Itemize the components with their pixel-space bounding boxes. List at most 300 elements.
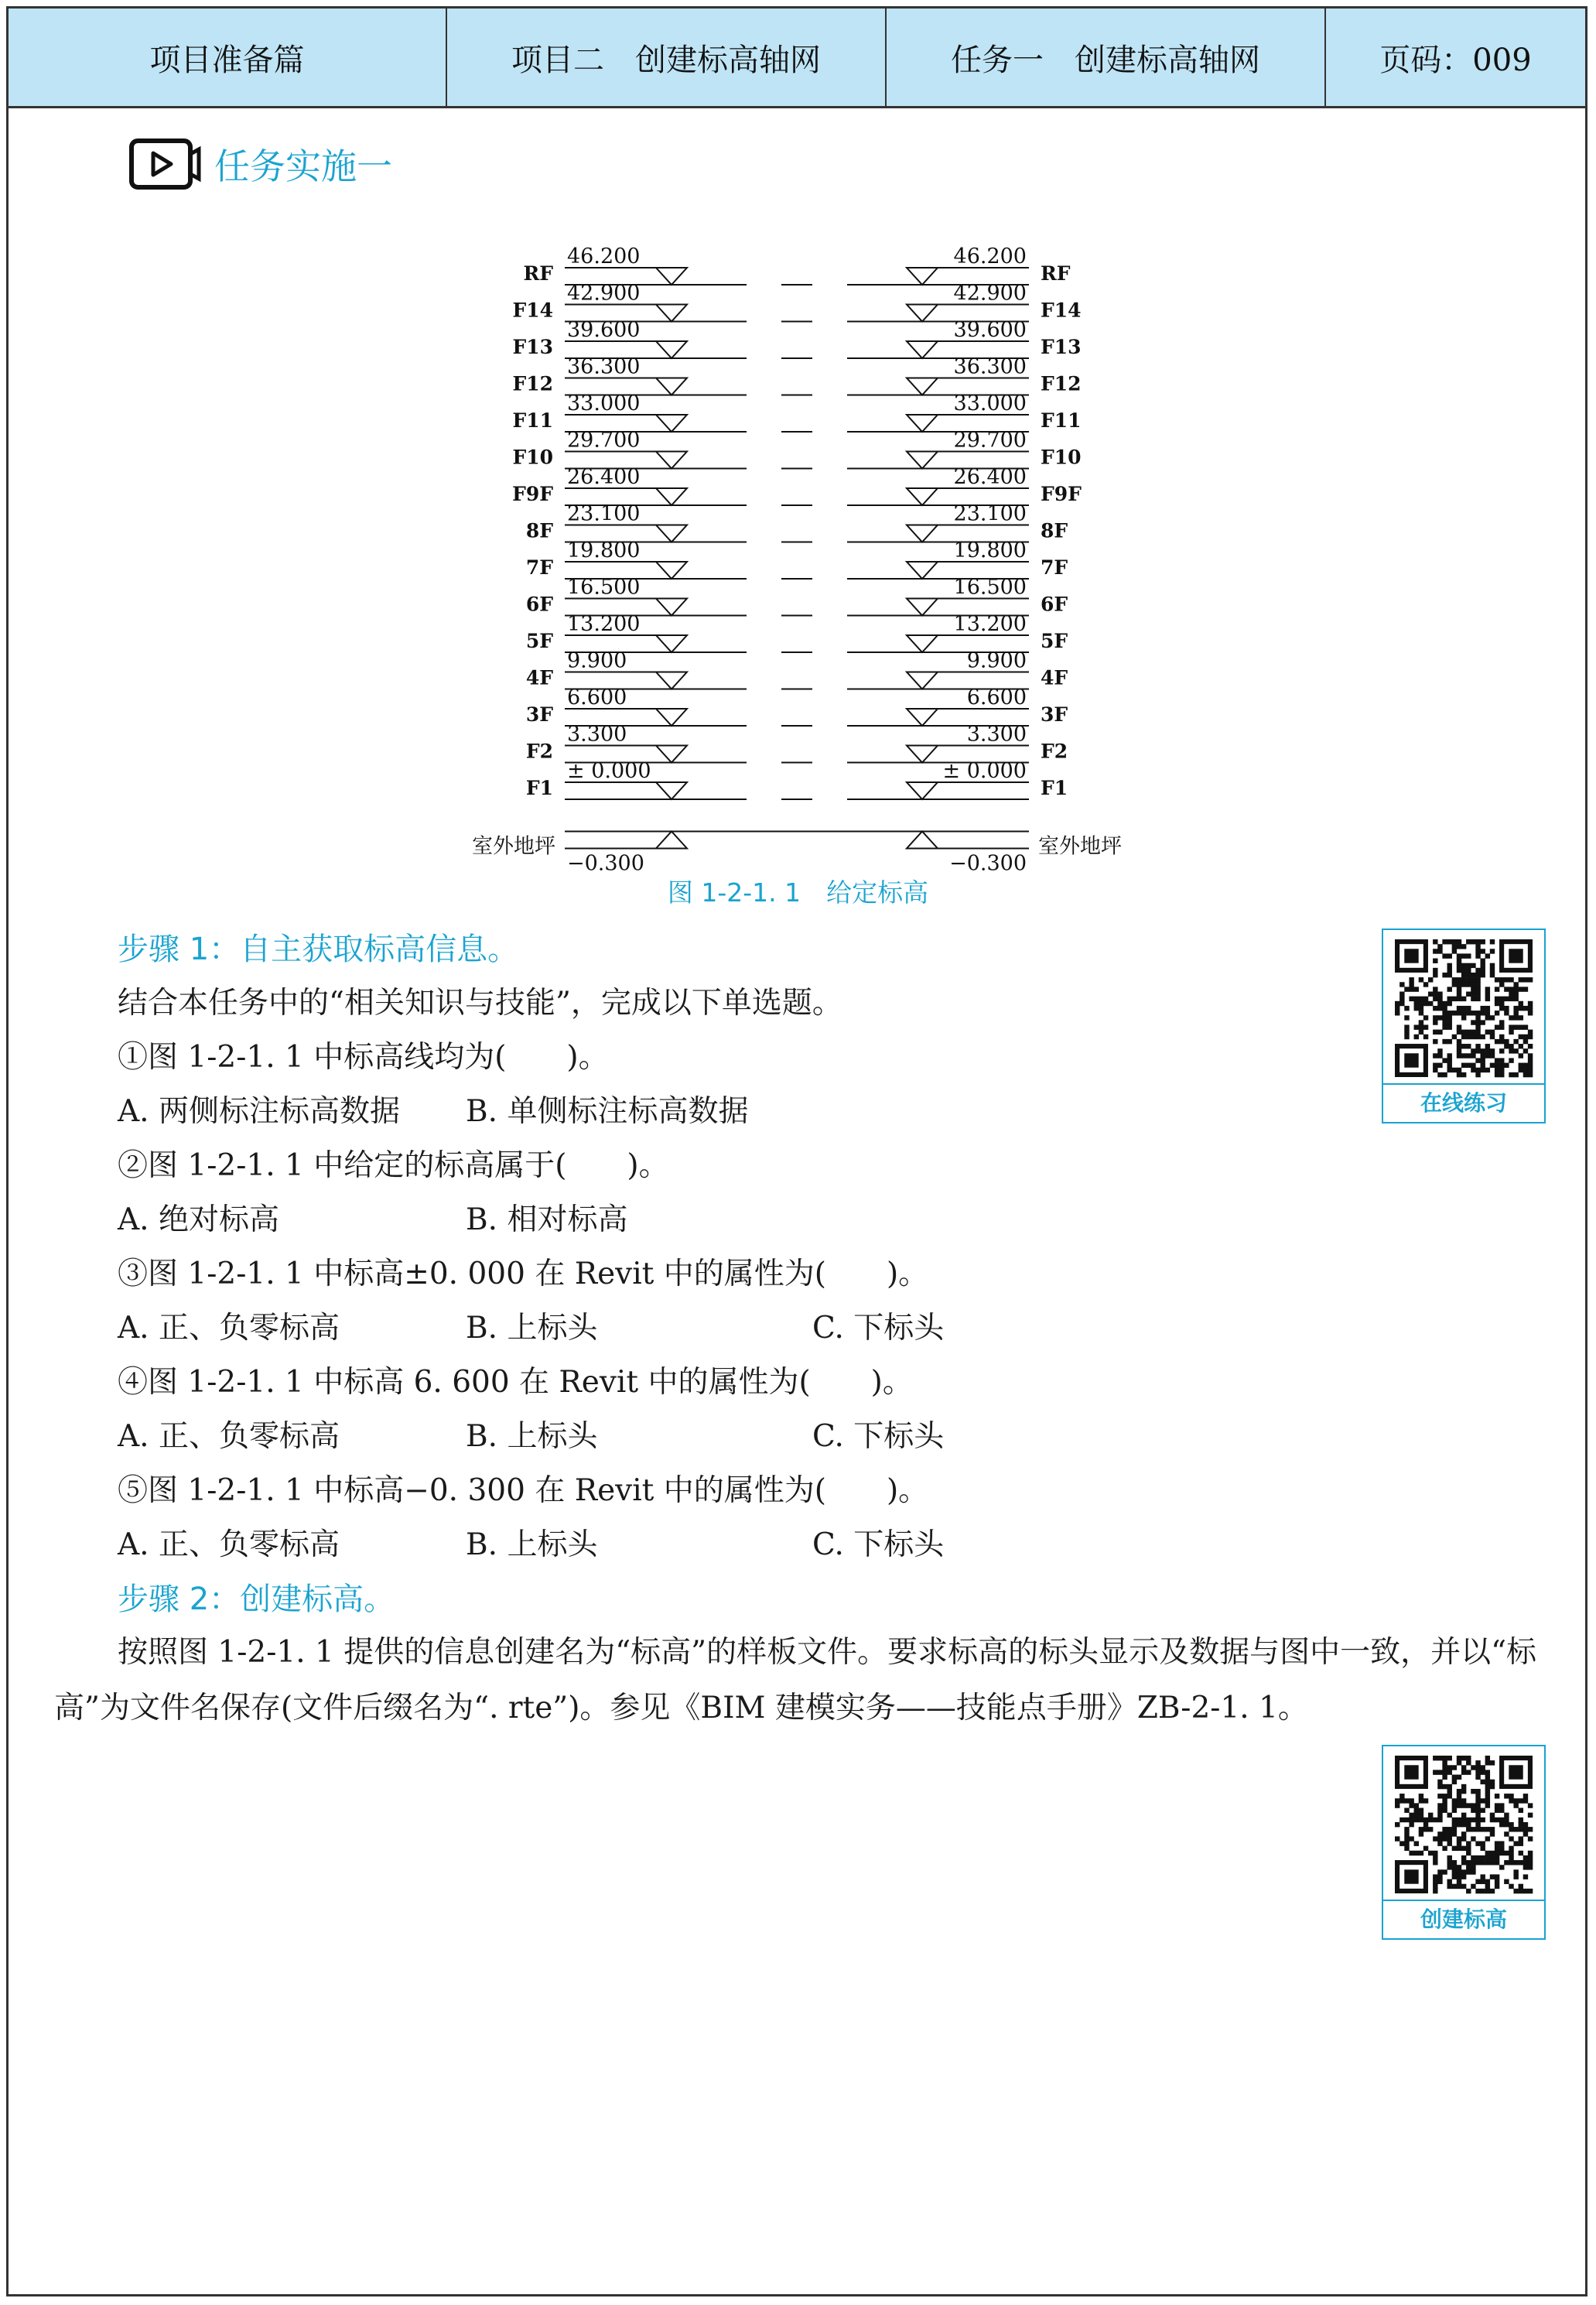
- qr-module: [1480, 1841, 1485, 1845]
- qr-practice-card[interactable]: [1382, 928, 1546, 1123]
- level-head-right: [907, 452, 938, 469]
- qr-create-level-card[interactable]: [1382, 1745, 1546, 1940]
- qr-module: [1528, 1053, 1533, 1058]
- qr-module: [1457, 1884, 1461, 1889]
- qr-module: [1452, 944, 1457, 949]
- qr-module: [1509, 1884, 1513, 1889]
- qr-module: [1475, 987, 1480, 991]
- qr-module: [1442, 1808, 1447, 1813]
- qr-module: [1404, 1836, 1409, 1841]
- qr-module: [1452, 1808, 1457, 1813]
- level-name-left: F1: [525, 777, 553, 799]
- level-head-right: [907, 525, 938, 542]
- qr-module: [1437, 1836, 1442, 1841]
- qr-module: [1490, 1889, 1495, 1893]
- ground-elevation-left: −0.300: [567, 851, 644, 876]
- qr-module: [1519, 1860, 1523, 1865]
- qr-module: [1528, 1006, 1533, 1011]
- qr-module: [1523, 977, 1528, 982]
- qr-module: [1442, 1836, 1447, 1841]
- qr-module: [1466, 1030, 1471, 1035]
- qr-module: [1452, 1818, 1457, 1822]
- qr-module: [1528, 1044, 1533, 1048]
- qr-module: [1495, 1794, 1499, 1798]
- qr-module: [1447, 1053, 1452, 1058]
- qr-module: [1480, 1011, 1485, 1015]
- qr-module: [1513, 1048, 1518, 1053]
- qr-module: [1523, 1831, 1528, 1836]
- level-head-right: [907, 268, 938, 285]
- qr-module: [1519, 977, 1523, 982]
- qr-module: [1414, 1006, 1419, 1011]
- qr-module: [1523, 1827, 1528, 1831]
- qr-module: [1395, 1798, 1399, 1803]
- qr-module: [1509, 1794, 1513, 1798]
- qr-module: [1447, 1756, 1452, 1760]
- elevation-label-right: 42.900: [953, 281, 1027, 306]
- qr-module: [1461, 1006, 1466, 1011]
- qr-module: [1499, 1818, 1504, 1822]
- qr-module: [1419, 997, 1423, 1001]
- qr-module: [1528, 977, 1533, 982]
- qr-module: [1442, 1794, 1447, 1798]
- qr-module: [1404, 1035, 1409, 1039]
- qr-module: [1495, 1068, 1499, 1072]
- level-name-right: F13: [1041, 336, 1082, 358]
- level-name-left: F9F: [512, 483, 553, 505]
- qr-module: [1437, 1756, 1442, 1760]
- qr-module: [1457, 1798, 1461, 1803]
- level-name-right: 8F: [1041, 519, 1068, 542]
- qr-module: [1519, 1001, 1523, 1006]
- qr-module: [1447, 1784, 1452, 1789]
- qr-module: [1452, 1011, 1457, 1015]
- qr-module: [1457, 1039, 1461, 1044]
- level-name-right: F12: [1041, 372, 1082, 395]
- qr-module: [1437, 1794, 1442, 1798]
- qr-module: [1485, 992, 1490, 997]
- qr-module: [1419, 1001, 1423, 1006]
- qr-module: [1457, 1006, 1461, 1011]
- qr-module: [1475, 982, 1480, 987]
- qr-module: [1513, 992, 1518, 997]
- qr-module: [1442, 939, 1447, 944]
- step2-title: 步骤 2：创建标高。: [118, 1582, 395, 1617]
- qr-module: [1475, 992, 1480, 997]
- qr-module: [1437, 1813, 1442, 1818]
- qr-module: [1457, 944, 1461, 949]
- level-head-right: [907, 635, 938, 652]
- question-2: ②图 1-2-1. 1 中给定的标高属于( )。: [118, 1148, 669, 1183]
- qr-module: [1414, 1851, 1419, 1855]
- level-head-right: [907, 599, 938, 616]
- ground-elevation-right: −0.300: [949, 851, 1027, 876]
- qr-module: [1513, 1039, 1518, 1044]
- q2-option-a[interactable]: A. 绝对标高: [118, 1202, 279, 1237]
- elevation-label-left: 9.900: [567, 648, 627, 673]
- qr-module: [1466, 963, 1471, 968]
- qr-module: [1461, 1789, 1466, 1794]
- qr-module: [1437, 1063, 1442, 1068]
- qr-module: [1523, 1865, 1528, 1869]
- qr-module: [1433, 1889, 1437, 1893]
- qr-module: [1447, 1015, 1452, 1020]
- qr-module: [1433, 1860, 1437, 1865]
- qr-module: [1466, 1865, 1471, 1869]
- qr-module: [1437, 1030, 1442, 1035]
- qr-module: [1414, 1841, 1419, 1845]
- qr-module: [1461, 1035, 1466, 1039]
- qr-module: [1433, 1884, 1437, 1889]
- qr-module: [1452, 982, 1457, 987]
- level-name-right: 5F: [1041, 630, 1068, 652]
- qr-module: [1475, 1048, 1480, 1053]
- qr-module: [1423, 997, 1428, 1001]
- qr-module: [1433, 992, 1437, 997]
- video-icon: [128, 137, 202, 191]
- qr-module: [1523, 1855, 1528, 1860]
- q2-option-b[interactable]: B. 相对标高: [466, 1202, 628, 1237]
- qr-module: [1399, 1794, 1404, 1798]
- qr-module: [1490, 939, 1495, 944]
- qr-module: [1499, 1024, 1504, 1029]
- qr-module: [1466, 939, 1471, 944]
- elevation-label-right: 6.600: [966, 686, 1027, 710]
- qr-module: [1423, 1822, 1428, 1827]
- qr-module: [1457, 1803, 1461, 1807]
- level-name-right: 4F: [1041, 666, 1068, 689]
- qr-module: [1414, 1024, 1419, 1029]
- qr-module: [1461, 1874, 1466, 1879]
- elevation-label-left: 3.300: [567, 722, 627, 747]
- qr-module: [1485, 997, 1490, 1001]
- qr-module: [1509, 1048, 1513, 1053]
- qr-module: [1452, 1846, 1457, 1851]
- level-name-left: F10: [512, 446, 553, 469]
- qr-module: [1447, 1884, 1452, 1889]
- elevation-label-left: 36.300: [567, 354, 641, 379]
- section-title: 任务实施一: [214, 145, 392, 187]
- qr-module: [1452, 1798, 1457, 1803]
- qr-module: [1419, 1794, 1423, 1798]
- qr-module: [1442, 1775, 1447, 1780]
- qr-module: [1433, 939, 1437, 944]
- qr-module: [1471, 1818, 1475, 1822]
- q5-option-c[interactable]: C. 下标头: [812, 1527, 945, 1562]
- qr-module: [1519, 1015, 1523, 1020]
- elevation-label-right: 9.900: [966, 648, 1027, 673]
- elevation-label-right: 13.200: [953, 612, 1027, 636]
- qr-module: [1495, 1063, 1499, 1068]
- qr-module: [1504, 1794, 1509, 1798]
- qr-module: [1513, 1827, 1518, 1831]
- qr-module: [1433, 973, 1437, 977]
- qr-module: [1471, 977, 1475, 982]
- q4-option-a[interactable]: A. 正、负零标高: [118, 1419, 340, 1454]
- qr-module: [1490, 968, 1495, 973]
- qr-module: [1471, 1884, 1475, 1889]
- qr-module: [1480, 973, 1485, 977]
- qr-module: [1471, 1020, 1475, 1024]
- qr-module: [1513, 1869, 1518, 1874]
- qr-module: [1480, 1048, 1485, 1053]
- qr-module: [1485, 1784, 1490, 1789]
- q3-option-a[interactable]: A. 正、负零标高: [118, 1311, 340, 1346]
- qr-module: [1475, 1030, 1480, 1035]
- qr-module: [1504, 1831, 1509, 1836]
- qr-module: [1480, 963, 1485, 968]
- elevation-label-left: 23.100: [567, 501, 641, 526]
- qr-module: [1480, 1818, 1485, 1822]
- qr-module: [1509, 1860, 1513, 1865]
- qr-module: [1428, 1827, 1433, 1831]
- level-name-left: F11: [512, 409, 553, 432]
- qr-module: [1419, 1813, 1423, 1818]
- section-heading: [128, 133, 392, 195]
- qr-module: [1452, 1884, 1457, 1889]
- level-head-left: [656, 562, 687, 579]
- qr-module: [1461, 1030, 1466, 1035]
- qr-module: [1519, 1024, 1523, 1029]
- level-name-left: 5F: [525, 630, 553, 652]
- qr-module: [1452, 1874, 1457, 1879]
- qr-module: [1485, 1068, 1490, 1072]
- qr-module: [1442, 1039, 1447, 1044]
- qr-module: [1419, 1831, 1423, 1836]
- qr-module: [1504, 1879, 1509, 1884]
- qr-module: [1461, 1860, 1466, 1865]
- qr-module: [1475, 1818, 1480, 1822]
- qr-module: [1457, 987, 1461, 991]
- qr-module: [1471, 1860, 1475, 1865]
- qr-module: [1485, 1798, 1490, 1803]
- qr-module: [1442, 1827, 1447, 1831]
- qr-module: [1447, 1827, 1452, 1831]
- qr-module: [1509, 1765, 1523, 1779]
- qr-module: [1485, 1053, 1490, 1058]
- qr-module: [1528, 1803, 1533, 1807]
- qr-module: [1423, 1827, 1428, 1831]
- qr-module: [1447, 1841, 1452, 1845]
- level-head-left: [656, 709, 687, 726]
- qr-module: [1442, 1770, 1447, 1774]
- qr-module: [1509, 987, 1513, 991]
- elevation-label-right: 3.300: [966, 722, 1027, 747]
- qr-module: [1490, 1818, 1495, 1822]
- qr-module: [1485, 1803, 1490, 1807]
- qr-module: [1471, 982, 1475, 987]
- qr-module: [1457, 1846, 1461, 1851]
- qr-module: [1480, 968, 1485, 973]
- qr-module: [1475, 1822, 1480, 1827]
- qr-module: [1395, 1803, 1399, 1807]
- qr-module: [1519, 1841, 1523, 1845]
- qr-module: [1466, 1827, 1471, 1831]
- qr-module: [1452, 1865, 1457, 1869]
- qr-module: [1509, 977, 1513, 982]
- qr-module: [1523, 1822, 1528, 1827]
- elevation-label-right: 39.600: [953, 318, 1027, 342]
- question-1: ①图 1-2-1. 1 中标高线均为( )。: [118, 1040, 609, 1075]
- qr-module: [1475, 1770, 1480, 1774]
- qr-module: [1461, 1044, 1466, 1048]
- qr-module: [1475, 968, 1480, 973]
- qr-module: [1466, 1851, 1471, 1855]
- q1-option-a[interactable]: A. 两侧标注标高数据: [118, 1094, 400, 1129]
- qr-module: [1437, 1053, 1442, 1058]
- level-head-left: [656, 782, 687, 799]
- qr-module: [1485, 1860, 1490, 1865]
- qr-module: [1447, 939, 1452, 944]
- qr-module: [1471, 1808, 1475, 1813]
- qr-module: [1523, 1035, 1528, 1039]
- qr-module: [1457, 982, 1461, 987]
- q4-option-c[interactable]: C. 下标头: [812, 1419, 945, 1454]
- qr-module: [1495, 1846, 1499, 1851]
- qr-module: [1485, 1770, 1490, 1774]
- qr-module: [1471, 1011, 1475, 1015]
- qr-module: [1457, 1879, 1461, 1884]
- qr-module: [1447, 1765, 1452, 1770]
- qr-module: [1480, 1808, 1485, 1813]
- level-name-left: 6F: [525, 593, 553, 616]
- qr-module: [1457, 1789, 1461, 1794]
- qr-module: [1504, 1044, 1509, 1048]
- qr-module: [1437, 992, 1442, 997]
- qr-module: [1395, 1001, 1399, 1006]
- qr-module: [1442, 1756, 1447, 1760]
- qr-module: [1414, 987, 1419, 991]
- qr-module: [1433, 968, 1437, 973]
- qr-module: [1457, 1044, 1461, 1048]
- qr-module: [1499, 1841, 1504, 1845]
- qr-module: [1452, 1831, 1457, 1836]
- step2-instructions: 按照图 1-2-1. 1 提供的信息创建名为“标高”的样板文件。要求标高的标头显示及数据与图中一致，并以“标高”为文件名保存(文件后缀名为“. rte”)。参见《BIM 建模实务——技能点手册》ZB-2-1. 1。: [54, 1635, 1537, 1725]
- elevation-label-left: 29.700: [567, 428, 641, 453]
- qr-module: [1490, 973, 1495, 977]
- qr-module: [1409, 1813, 1413, 1818]
- qr-module: [1437, 1048, 1442, 1053]
- qr-module: [1457, 1011, 1461, 1015]
- qr-module: [1495, 1058, 1499, 1062]
- qr-module: [1419, 1006, 1423, 1011]
- qr-module: [1461, 1869, 1466, 1874]
- qr-module: [1499, 982, 1504, 987]
- qr-module: [1461, 1855, 1466, 1860]
- qr-module: [1452, 949, 1457, 953]
- qr-module: [1433, 1756, 1437, 1760]
- qr-module: [1475, 1841, 1480, 1845]
- qr-module: [1480, 1798, 1485, 1803]
- header-part: 项目准备篇: [9, 9, 447, 106]
- qr-module: [1513, 1798, 1518, 1803]
- qr-module: [1461, 1798, 1466, 1803]
- qr-module: [1480, 1063, 1485, 1068]
- qr-module: [1423, 982, 1428, 987]
- qr-module: [1404, 1798, 1409, 1803]
- qr-module: [1499, 1001, 1504, 1006]
- qr-module: [1466, 1846, 1471, 1851]
- qr-module: [1475, 1803, 1480, 1807]
- qr-module: [1437, 1869, 1442, 1874]
- qr-module: [1513, 982, 1518, 987]
- qr-module: [1471, 1063, 1475, 1068]
- qr-module: [1461, 963, 1466, 968]
- qr-module: [1447, 1063, 1452, 1068]
- qr-module: [1419, 1030, 1423, 1035]
- qr-module: [1447, 1794, 1452, 1798]
- q5-option-a[interactable]: A. 正、负零标高: [118, 1527, 340, 1562]
- qr-module: [1519, 1836, 1523, 1841]
- qr-module: [1404, 1030, 1409, 1035]
- q5-option-b[interactable]: B. 上标头: [466, 1527, 598, 1562]
- level-head-left: [656, 599, 687, 616]
- qr-module: [1480, 1860, 1485, 1865]
- q3-option-b[interactable]: B. 上标头: [466, 1311, 598, 1346]
- qr-module: [1519, 1035, 1523, 1039]
- qr-module: [1471, 1035, 1475, 1039]
- qr-module: [1457, 959, 1461, 963]
- qr-module: [1466, 1860, 1471, 1865]
- level-head-right: [907, 672, 938, 689]
- qr-module: [1495, 1855, 1499, 1860]
- qr-module: [1466, 953, 1471, 958]
- elevation-label-right: 29.700: [953, 428, 1027, 453]
- level-head-left: [656, 415, 687, 432]
- qr-module: [1475, 1813, 1480, 1818]
- level-name-left: 4F: [525, 666, 553, 689]
- qr-module: [1475, 1020, 1480, 1024]
- qr-module: [1447, 1865, 1452, 1869]
- qr-module: [1452, 1803, 1457, 1807]
- qr-module: [1466, 1011, 1471, 1015]
- qr-module: [1447, 1860, 1452, 1865]
- qr-module: [1461, 1831, 1466, 1836]
- qr-module: [1442, 1015, 1447, 1020]
- qr-module: [1433, 1770, 1437, 1774]
- qr-module: [1423, 1035, 1428, 1039]
- q1-option-b[interactable]: B. 单侧标注标高数据: [466, 1094, 749, 1129]
- level-name-right: 6F: [1041, 593, 1068, 616]
- qr-module: [1523, 1048, 1528, 1053]
- level-name-right: 3F: [1041, 703, 1068, 726]
- level-head-right: [907, 709, 938, 726]
- qr-module: [1528, 1865, 1533, 1869]
- qr-module: [1471, 973, 1475, 977]
- qr-module: [1404, 1846, 1409, 1851]
- qr-module: [1457, 1030, 1461, 1035]
- level-name-right: RF: [1041, 262, 1071, 285]
- qr-module: [1499, 1058, 1504, 1062]
- qr-create-level-label: 创建标高: [1383, 1900, 1544, 1938]
- qr-module: [1461, 1011, 1466, 1015]
- qr-module: [1523, 1889, 1528, 1893]
- qr-module: [1447, 963, 1452, 968]
- qr-module: [1442, 953, 1447, 958]
- q4-option-b[interactable]: B. 上标头: [466, 1419, 598, 1454]
- qr-module: [1485, 1780, 1490, 1784]
- qr-module: [1513, 1015, 1518, 1020]
- qr-module: [1528, 1058, 1533, 1062]
- elevation-label-right: 16.500: [953, 575, 1027, 600]
- qr-module: [1509, 1058, 1513, 1062]
- ground-head-right: [907, 832, 938, 849]
- elevation-label-left: 26.400: [567, 465, 641, 489]
- qr-module: [1452, 1827, 1457, 1831]
- q3-option-c[interactable]: C. 下标头: [812, 1311, 945, 1346]
- qr-module: [1485, 953, 1490, 958]
- qr-module: [1480, 1780, 1485, 1784]
